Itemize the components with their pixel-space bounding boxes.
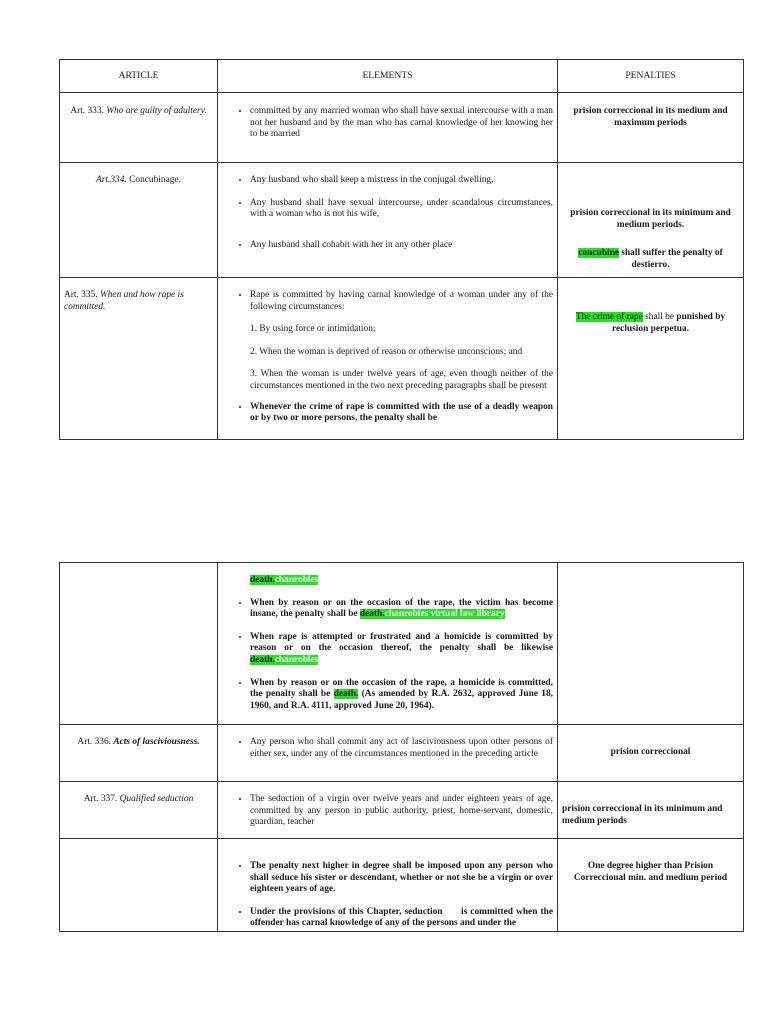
list-item: • When by reason or on the occasion of the rape, the victim has become insane, the penalty shall be death.chanrobles virtual law library — [250, 598, 553, 621]
table-row — [60, 563, 744, 725]
penalty-cell: One degree higher than Prision Correccional min. and medium period — [558, 839, 744, 932]
list-item: • Any person who shall commit any act of lasciviousness upon other persons of either sex, under any of the circumstances mentioned in the preceding article — [250, 737, 553, 760]
highlight: concubine — [578, 248, 619, 259]
list-item: • Any husband shall have sexual intercourse, under scandalous circumstances, with a woman who is not his wife, — [250, 198, 553, 221]
penalty-cell — [558, 563, 744, 725]
penalty-cell: prision correccional — [558, 725, 744, 782]
header-elements: ELEMENTS — [218, 60, 558, 93]
table-header-row — [60, 60, 744, 93]
list-item: • Under the provisions of this Chapter, seduction is committed when the offender has carnal knowledge of any of the persons and under the — [250, 907, 553, 930]
penalty-cell: prision correccional in its minimum and medium periods — [558, 782, 744, 839]
table-row — [60, 93, 744, 163]
article-cell: Art.334. Concubinage. — [60, 163, 218, 278]
article-cell — [60, 839, 218, 932]
elements-cell — [218, 93, 558, 163]
list-item: • Any husband who shall keep a mistress in the conjugal dwelling, — [250, 175, 553, 187]
penalty-cell: prision correccional in its minimum and medium periods. concubine shall suffer the penalty of destierro. — [558, 163, 744, 278]
table-row — [60, 725, 744, 782]
penalties-table-1 — [59, 59, 744, 440]
penalty-cell: prision correccional in its medium and maximum periods — [558, 93, 744, 163]
penalties-table-2 — [59, 562, 744, 932]
table-row — [60, 278, 744, 440]
article-cell: Art. 335. When and how rape is committed. — [60, 278, 218, 440]
list-item: • When rape is attempted or frustrated and a homicide is committed by reason or on the occasion thereof, the penalty shall be likewise death.chanrobles — [250, 632, 553, 667]
elements-cell — [218, 163, 558, 278]
article-cell: Art. 336. Acts of lasciviousness. — [60, 725, 218, 782]
elements-cell — [218, 782, 558, 839]
elements-cell — [218, 839, 558, 932]
penalty-cell: The crime of rape shall be punished by reclusion perpetua. — [558, 278, 744, 440]
list-item: • Whenever the crime of rape is committed with the use of a deadly weapon or by two or more persons, the penalty shall be — [250, 402, 553, 425]
article-cell: Art. 333. Who are guilty of adultery. — [60, 93, 218, 163]
list-item: • The penalty next higher in degree shall be imposed upon any person who shall seduce his sister or descendant, whether or not she be a virgin or over eighteen years of age. — [250, 861, 553, 896]
header-penalties: PENALTIES — [558, 60, 744, 93]
list-item: • Rape is committed by having carnal knowledge of a woman under any of the following circumstances: — [250, 290, 553, 313]
highlight: The crime of rape — [575, 312, 643, 322]
list-item: • committed by any married woman who shall have sexual intercourse with a man not her husband and by the man who has carnal knowledge of her knowing her to be married — [250, 106, 553, 141]
table-row — [60, 782, 744, 839]
elements-cell — [218, 725, 558, 782]
list-item: • When by reason or on the occasion of the rape, a homicide is committed, the penalty shall be death. (As amended by R.A. 2632, approved June 18, 1960, and R.A. 4111, approved June 20, 1964). — [250, 678, 553, 713]
article-cell — [60, 563, 218, 725]
table-row — [60, 839, 744, 932]
list-item: • The seduction of a virgin over twelve years and under eighteen years of age, committed by any person in public authority, priest, home-servant, domestic, guardian, teacher — [250, 794, 553, 829]
header-article: ARTICLE — [60, 60, 218, 93]
elements-cell: death.chanrobles • When by reason or on the occasion of the rape, the victim has become insane, the penalty shall be death.chanrobles virtual law library • When rape is attempted or frustrated and a homicide is committed by reason or on the occasion thereof, the penalty shall be likewise death.chanrobles • When by reason or on the occasion of the rape, a homicide is committed, the penalty shall be death. (As amended by R.A. 2632, approved June 18, 1960, and R.A. 4111, approved June 20, 1964). — [218, 563, 558, 725]
article-cell: Art. 337. Qualified seduction — [60, 782, 218, 839]
table-row — [60, 163, 744, 278]
elements-cell: • Rape is committed by having carnal knowledge of a woman under any of the following circumstances: 1. By using force or intimidation; 2. When the woman is deprived of reason or otherwise unconscious; and 3. When the woman is under twelve years of age, even though neither of the circumstances mentioned in the two next preceding paragraphs shall be present • Whenever the crime of rape is committed with the use of a deadly weapon or by two or more persons, the penalty shall be — [218, 278, 558, 440]
list-item: • Any husband shall cohabit with her in any other place — [250, 240, 553, 252]
